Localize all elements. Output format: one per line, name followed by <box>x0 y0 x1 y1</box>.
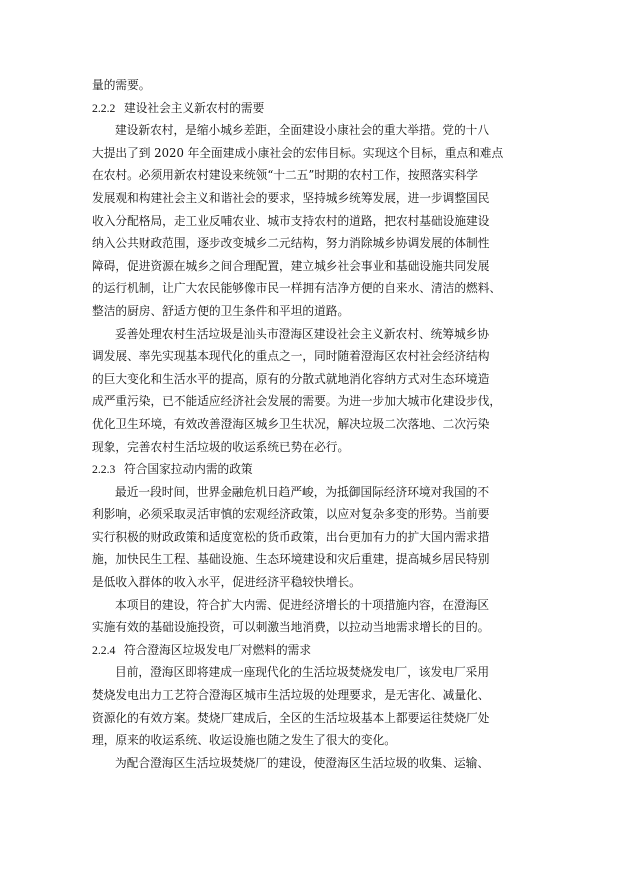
paragraph-line: 量的需要。 <box>92 78 151 92</box>
section-title: 符合澄海区垃圾发电厂对燃料的需求 <box>124 642 312 657</box>
paragraph-line: 建设新农村，是缩小城乡差距，全面建设小康社会的重大举措。党的十八 <box>115 123 490 138</box>
document-page <box>92 74 526 774</box>
paragraph-line: 施，加快民生工程、基础设施、生态环境建设和灾后重建，提高城乡居民特别 <box>92 552 490 567</box>
paragraph-line: 调发展、率先实现基本现代化的重点之一，同时随着澄海区农村社会经济结构 <box>92 349 490 364</box>
paragraph-line: 妥善处理农村生活垃圾是汕头市澄海区建设社会主义新农村、统筹城乡协 <box>115 326 490 341</box>
paragraph-line: 为配合澄海区生活垃圾焚烧厂的建设，使澄海区生活垃圾的收集、运输、 <box>115 755 490 770</box>
paragraph-line: 纳入公共财政范围，逐步改变城乡二元结构，努力消除城乡协调发展的体制性 <box>92 236 490 251</box>
paragraph-line: 资源化的有效方案。焚烧厂建成后，全区的生活垃圾基本上都要运往焚烧厂处 <box>92 710 490 725</box>
section-title: 符合国家拉动内需的政策 <box>124 462 253 477</box>
paragraph-line: 成严重污染，已不能适应经济社会发展的需要。为进一步加大城市化建设步伐， <box>92 394 502 409</box>
paragraph-line: 实施有效的基础设施投资，可以刺激当地消费，以拉动当地需求增长的目的。 <box>92 620 490 635</box>
section-heading-2-2-2 <box>92 97 526 120</box>
paragraph-line: 本项目的建设，符合扩大内需、促进经济增长的十项措施内容，在澄海区 <box>115 597 490 612</box>
paragraph-line: 在农村。必须用新农村建设来统领“十二五”时期的农村工作，按照落实科学 <box>92 168 478 183</box>
paragraph-line: 理，原来的收运系统、收运设施也随之发生了很大的变化。 <box>92 733 396 748</box>
section-number: 2.2.2 <box>92 101 116 115</box>
paragraph-line: 的运行机制，让广大农民能够像市民一样拥有洁净方便的自来水、清洁的燃料、 <box>92 281 502 296</box>
paragraph-line: 焚烧发电出力工艺符合澄海区城市生活垃圾的处理要求，是无害化、减量化、 <box>92 688 490 703</box>
paragraph-line: 整洁的厨房、舒适方便的卫生条件和平坦的道路。 <box>92 303 350 318</box>
paragraph-line: 优化卫生环境，有效改善澄海区城乡卫生状况，解决垃圾二次落地、二次污染 <box>92 416 490 431</box>
paragraph-line: 收入分配格局，走工业反哺农业、城市支持农村的道路，把农村基础设施建设 <box>92 213 490 228</box>
paragraph-line: 目前，澄海区即将建成一座现代化的生活垃圾焚烧发电厂，该发电厂采用 <box>115 665 490 680</box>
paragraph-line: 发展观和构建社会主义和谐社会的要求，坚持城乡统筹发展，进一步调整国民 <box>92 190 490 205</box>
paragraph-line: 大提出了到 2020 年全面建成小康社会的宏伟目标。实现这个目标，重点和难点 <box>92 145 504 160</box>
paragraph-line: 现象，完善农村生活垃圾的收运系统已势在必行。 <box>92 439 350 454</box>
section-heading-2-2-4 <box>92 639 526 662</box>
paragraph-line: 的巨大变化和生活水平的提高，原有的分散式就地消化容纳方式对生态环境造 <box>92 371 490 386</box>
paragraph-line: 是低收入群体的收入水平，促进经济平稳较快增长。 <box>92 575 361 590</box>
section-title: 建设社会主义新农村的需要 <box>124 100 265 115</box>
paragraph-line: 实行积极的财政政策和适度宽松的货币政策，出台更加有力的扩大国内需求措 <box>92 529 490 544</box>
paragraph-line: 利影响，必须采取灵活审慎的宏观经济政策，以应对复杂多变的形势。当前要 <box>92 507 490 522</box>
section-heading-2-2-3 <box>92 458 526 481</box>
paragraph-line: 最近一段时间，世界金融危机日趋严峻，为抵御国际经济环境对我国的不 <box>115 484 490 499</box>
section-number: 2.2.3 <box>92 463 116 477</box>
section-number: 2.2.4 <box>92 643 116 657</box>
paragraph-line: 障碍，促进资源在城乡之间合理配置，建立城乡社会事业和基础设施共同发展 <box>92 258 490 273</box>
